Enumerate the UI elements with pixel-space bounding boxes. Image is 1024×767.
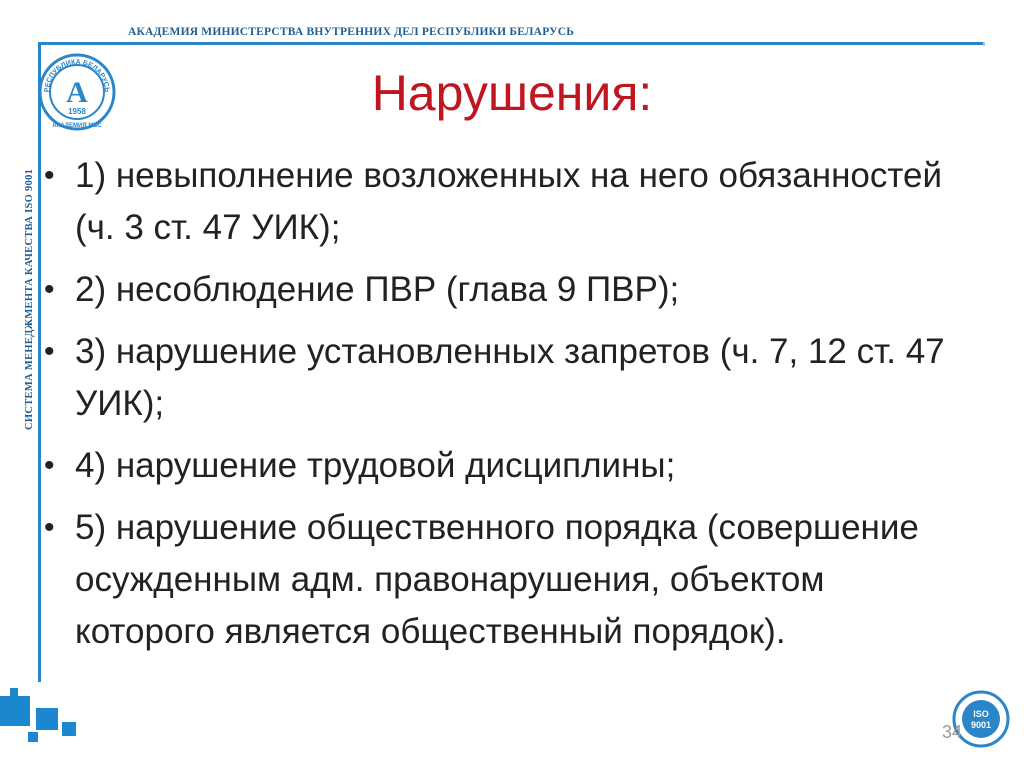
frame-corner (983, 42, 985, 46)
decor-square (28, 732, 38, 742)
decor-square (36, 708, 58, 730)
logo-ring-text: РЕСПУБЛИКА БЕЛАРУСЬ (43, 58, 111, 93)
academy-header: АКАДЕМИЯ МИНИСТЕРСТВА ВНУТРЕННИХ ДЕЛ РЕСПУБЛИКИ БЕЛАРУСЬ (128, 26, 575, 38)
decorative-squares (0, 688, 90, 748)
list-item-text: 1) невыполнение возложенных на него обязанностей (ч. 3 ст. 47 УИК); (75, 156, 943, 247)
logo-year: 1958 (68, 107, 86, 116)
decor-square (62, 722, 76, 736)
bullet-icon: • (44, 335, 55, 368)
list-item-text: 2) несоблюдение ПВР (глава 9 ПВР); (75, 270, 680, 309)
bullet-icon: • (44, 449, 55, 482)
list-item-text: 4) нарушение трудовой дисциплины; (75, 446, 676, 485)
list-item (44, 326, 964, 430)
list-item (44, 502, 964, 658)
bullet-icon: • (44, 511, 55, 544)
frame-left-line (38, 42, 41, 682)
iso-seal-bottom: 9001 (970, 720, 992, 730)
logo-letter: А (66, 76, 88, 109)
violations-list (44, 150, 964, 668)
list-item (44, 264, 964, 316)
list-item-text: 3) нарушение установленных запретов (ч. 7, 12 ст. 47 УИК); (75, 332, 945, 423)
slide-number: 34 (942, 722, 963, 742)
slide-title: Нарушения: (371, 65, 653, 121)
decor-square (0, 696, 30, 726)
bullet-icon: • (44, 273, 55, 306)
bullet-icon: • (44, 159, 55, 192)
list-item (44, 150, 964, 254)
decor-square (10, 688, 18, 696)
iso-seal-top: ISO (973, 709, 989, 719)
list-item-text: 5) нарушение общественного порядка (совершение осужденным адм. правонарушения, объектом которого является общественный порядок). (75, 508, 919, 651)
quality-system-label: СИСТЕМА МЕНЕДЖМЕНТА КАЧЕСТВА ISO 9001 (24, 168, 35, 430)
logo-caption: АКАДЕМИЯ МВС (52, 123, 102, 129)
frame-top-line (38, 42, 983, 45)
list-item (44, 440, 964, 492)
